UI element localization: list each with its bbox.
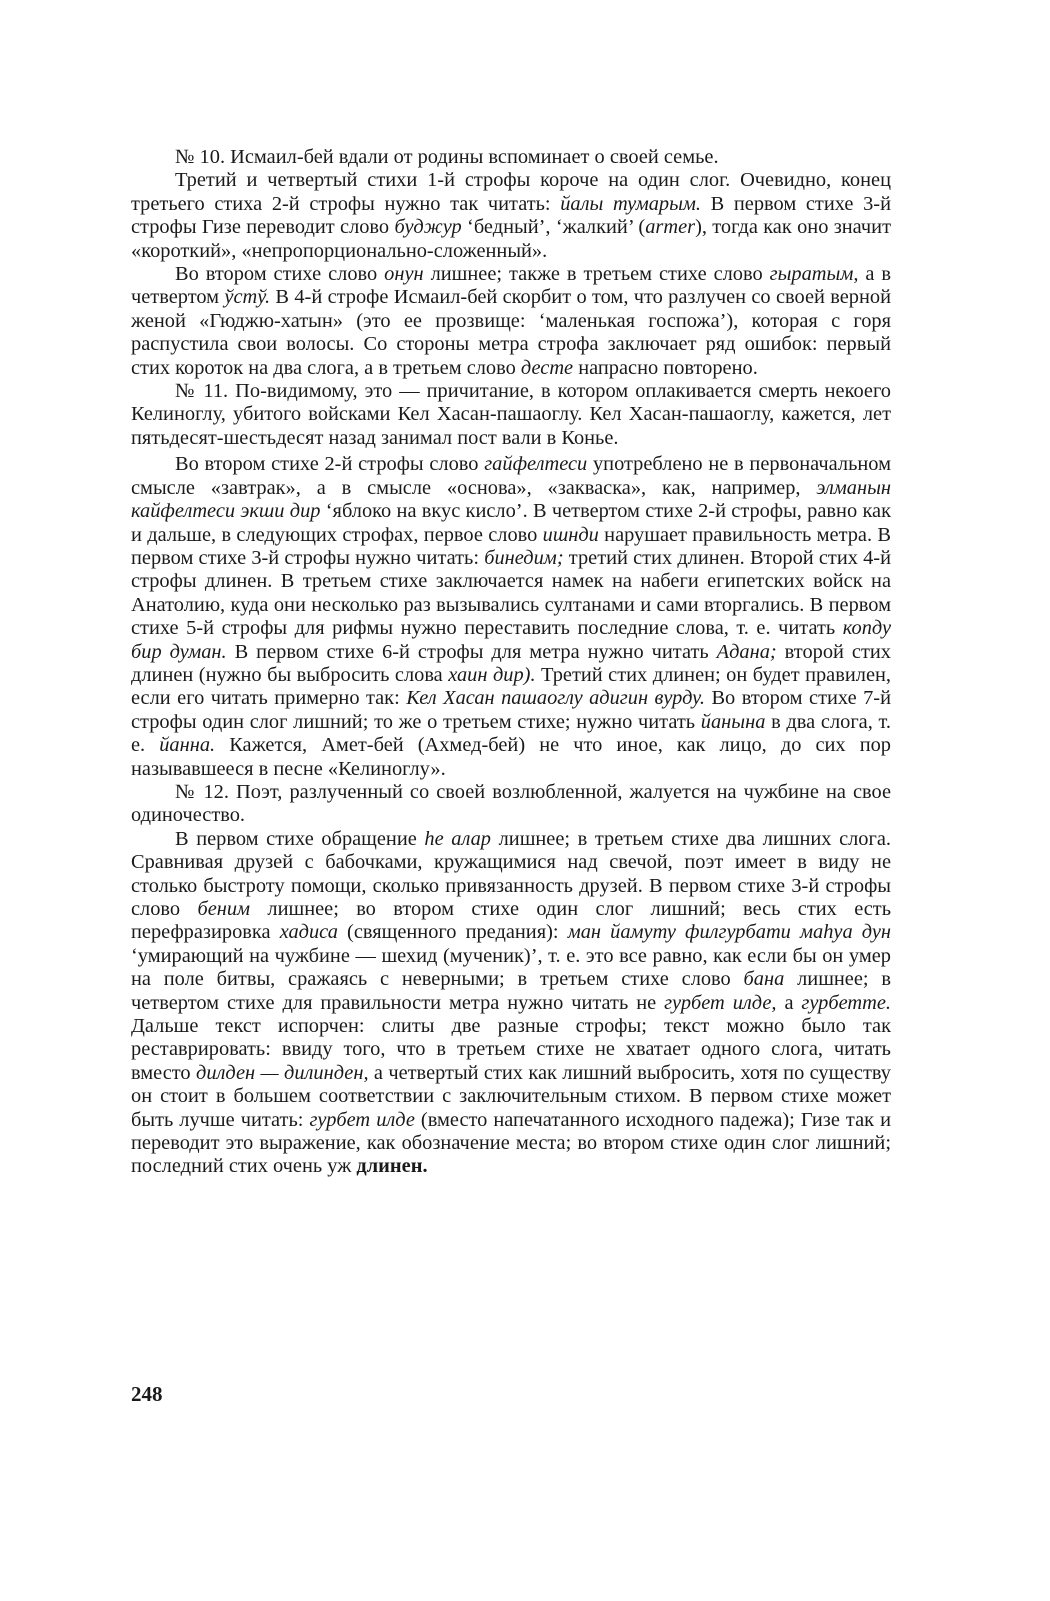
paragraph: № 11. По-видимому, это — причитание, в котором оплакивается смерть некоего Келиноглу, убитого войсками Кел Хасан-пашаоглу. Кел Хасан-пашаоглу, кажется, лет пятьдесят-шестьдесят назад занимал пост вали в Конье.	[131, 380, 891, 449]
paragraph: Третий и четвертый стихи 1-й строфы короче на один слог. Очевидно, конец третьего стиха 2-й строфы нужно так читать: йалы тумарым. В первом стихе 3-й строфы Гизе переводит слово буджур ‘бедный’, ‘жалкий’ (armer), тогда как оно значит «короткий», «непропорционально-сложенный».	[131, 169, 892, 262]
page-number: 248	[131, 1382, 163, 1406]
paragraph: В первом стихе обращение hе алар лишнее; в третьем стихе два лишних слога. Сравнивая друзей с бабочками, кружащимися над свечой, поэт имеет в виду не столько быстроту помощи, сколько привязанность друзей. В первом стихе 3-й строфы слово беним лишнее; во втором стихе один слог лишний; весь стих есть перефразировка хадиса (священного предания): ман йамуту филгурбати маhуа дун ‘умирающий на чужбине — шехид (мученик)’, т. е. это все равно, как если бы он умер на поле битвы, сражаясь с неверными; в третьем стихе слово бана лишнее; в четвертом стихе для правильности метра нужно читать не гурбет илде, а гурбетте. Дальше текст испорчен: слиты две разные строфы; текст можно было так реставрировать: ввиду того, что в третьем стихе не хватает одного слога, читать вместо дилден — дилинден, а четвертый стих как лишний выбросить, хотя по существу он стоит в большем соответствии с заключительным стихом. В первом стихе может быть лучше читать: гурбет илде (вместо напечатанного исходного падежа); Гизе так и переводит это выражение, как обозначение места; во втором стихе один слог лишний; последний стих очень уж длинен.	[131, 827, 892, 1178]
paragraph: № 12. Поэт, разлученный со своей возлюбленной, жалуется на чужбине на свое одиночество.	[131, 780, 891, 827]
paragraph: Во втором стихе 2-й строфы слово гайфелтеси употреблено не в первоначальном смысле «завтрак», а в смысле «основа», «закваска», как, например, элманын кайфелтеси экши дир ‘яблоко на вкус кисло’. В четвертом стихе 2-й строфы, равно как и дальше, в следующих строфах, первое слово ишнди нарушает правильность метра. В первом стихе 3-й строфы нужно читать: бинедим; третий стих длинен. Второй стих 4-й строфы длинен. В третьем стихе заключается намек на набеги египетских войск на Анатолию, куда они несколько раз вызывались султанами и сами вторгались. В первом стихе 5-й строфы для рифмы нужно переставить последние слова, т. е. читать копду бир думан. В первом стихе 6-й строфы для метра нужно читать Адана; второй стих длинен (нужно бы выбросить слова хаин дир). Третий стих длинен; он будет правилен, если его читать примерно так: Кел Хасан пашаоглу адигин вурду. Во втором стихе 7-й строфы один слог лишний; то же о третьем стихе; нужно читать йанына в два слога, т. е. йанна. Кажется, Амет-бей (Ахмед-бей) не что иное, как лицо, до сих пор называвшееся в песне «Келиноглу».	[131, 453, 892, 780]
paragraph: Во втором стихе слово онун лишнее; также в третьем стихе слово гыратым, а в четвертом ўстў. В 4-й строфе Исмаил-бей скорбит о том, что разлучен со своей верной женой «Гюджю-хатын» (это ее прозвище: ‘маленькая госпожа’), которая с горя распустила свои волосы. Со стороны метра строфа заключает ряд ошибок: первый стих короток на два слога, а в третьем слово десте напрасно повторено.	[131, 263, 892, 379]
paragraph: № 10. Исмаил-бей вдали от родины вспоминает о своей семье.	[175, 146, 719, 168]
page-body	[131, 146, 891, 1179]
